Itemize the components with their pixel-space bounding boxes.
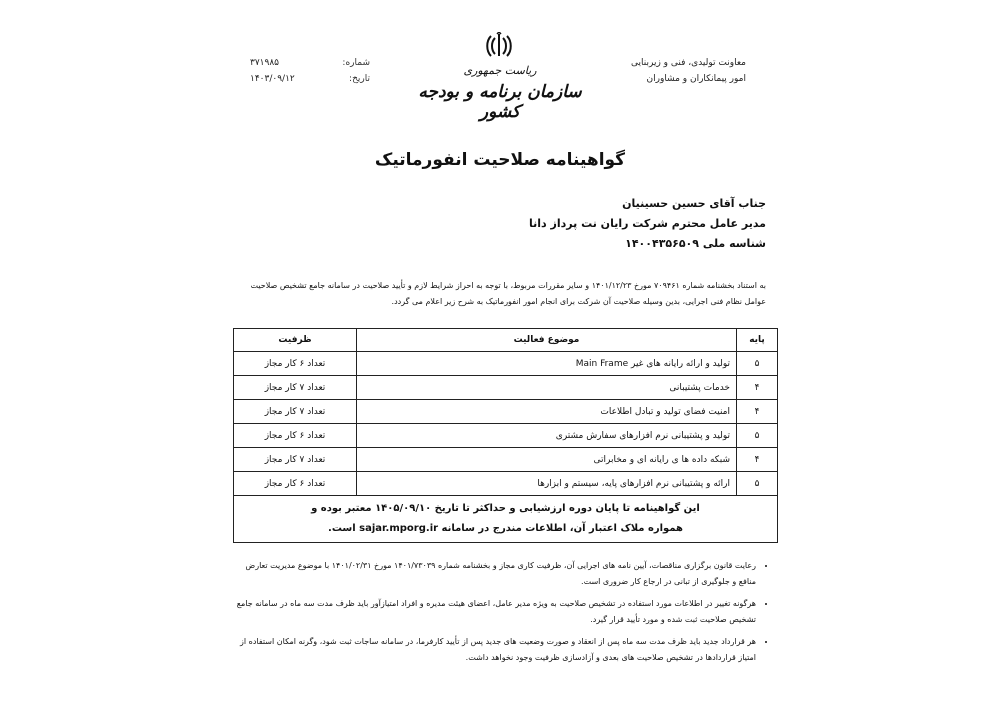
intro-paragraph: به استناد بخشنامه شماره ۷۰۹۴۶۱ مورخ ۱۴۰۱/۱۲/۲۳ و سایر مقررات مربوط، با توجه به احراز شرایط لازم و تأیید صلاحیت در سامانه جامع تشخیص صلاحیت عوامل نظام فنی اجرایی، بدین وسیله صلاحیت آن شرکت برای انجام امور انفورماتیک به شرح زیر اعلام می گردد.	[250, 281, 766, 306]
note-item: • هر قرارداد جدید باید ظرف مدت سه ماه پس از انعقاد و صورت وضعیت های جدید پس از تأیید کارفرما، در سامانه ساجات ثبت شود، وگرنه امکان استفاده از امتیاز قراردادها در تشخیص صلاحیت های بعدی و آزادسازی ظرفیت وجود نخواهد داشت.	[236, 634, 756, 666]
recipient-block	[430, 194, 766, 254]
row-activity: شبکه داده ها ی رایانه ای و مخابراتی	[357, 448, 737, 472]
letter-date-value: ۱۴۰۳/۰۹/۱۲	[250, 74, 295, 84]
deputy-line-2: امور پیمانکاران و مشاوران	[646, 74, 746, 84]
validity-line-1: این گواهینامه تا پایان دوره ارزشیابی و حداکثر تا تاریخ ۱۴۰۵/۰۹/۱۰ معتبر بوده و	[311, 503, 700, 514]
table-row	[234, 400, 778, 424]
row-level: ۴	[737, 448, 778, 472]
row-activity: امنیت فضای تولید و تبادل اطلاعات	[357, 400, 737, 424]
letter-date-row	[250, 71, 370, 87]
letter-date-label: تاریخ:	[349, 74, 370, 84]
letter-meta	[250, 55, 370, 87]
row-capacity: تعداد ۶ کار مجاز	[234, 424, 357, 448]
recipient-name: جناب آقای حسین حسینیان	[622, 197, 766, 210]
notes-section	[236, 558, 770, 672]
table-header-row	[234, 329, 778, 352]
letter-number-value: ۳۷۱۹۸۵	[250, 58, 280, 68]
certificate-title: گواهینامه صلاحیت انفورماتیک	[374, 150, 626, 170]
note-item: • هرگونه تغییر در اطلاعات مورد استفاده در تشخیص صلاحیت به ویژه مدیر عامل، اعضای هیئت مدیره و افراد امتیازآور باید ظرف مدت سه ماه در سامانه جامع تشخیص صلاحیت ثبت شده و مورد تأیید قرار گیرد.	[236, 596, 756, 628]
row-level: ۴	[737, 400, 778, 424]
table-row	[234, 352, 778, 376]
row-level: ۵	[737, 352, 778, 376]
table-row	[234, 448, 778, 472]
deputy-line-1: معاونت تولیدی، فنی و زیربنایی	[631, 58, 746, 68]
recipient-position: مدیر عامل محترم شرکت رایان نت پرداز دانا	[529, 217, 766, 230]
row-activity: تولید و ارائه رایانه های غیر Main Frame	[357, 352, 737, 376]
notes-list	[236, 558, 770, 666]
recipient-national-id: شناسه ملی ۱۴۰۰۴۳۵۶۵۰۹	[625, 237, 766, 250]
validity-line-2: همواره ملاک اعتبار آن، اطلاعات مندرج در سامانه sajar.mporg.ir است.	[328, 523, 683, 534]
header-level: پایه	[737, 329, 778, 352]
row-capacity: تعداد ۶ کار مجاز	[234, 472, 357, 496]
note-item: • رعایت قانون برگزاری مناقصات، آیین نامه های اجرایی آن، ظرفیت کاری مجاز و بخشنامه شماره ۱۴۰۱/۷۳۰۳۹ مورخ ۱۴۰۱/۰۲/۳۱ با موضوع مدیریت تعارض منافع و جلوگیری از تبانی در ارجاع کار ضروری است.	[236, 558, 756, 590]
row-capacity: تعداد ۶ کار مجاز	[234, 352, 357, 376]
row-activity: خدمات پشتیبانی	[357, 376, 737, 400]
row-level: ۵	[737, 472, 778, 496]
organization-name: سازمان برنامه و بودجه کشور	[418, 82, 582, 122]
row-activity: تولید و پشتیبانی نرم افزارهای سفارش مشتری	[357, 424, 737, 448]
row-level: ۵	[737, 424, 778, 448]
row-capacity: تعداد ۷ کار مجاز	[234, 448, 357, 472]
row-level: ۴	[737, 376, 778, 400]
presidency-label: ریاست جمهوری	[463, 64, 537, 77]
table-row	[234, 376, 778, 400]
validity-row	[234, 496, 778, 543]
header-activity: موضوع فعالیت	[357, 329, 737, 352]
row-capacity: تعداد ۷ کار مجاز	[234, 376, 357, 400]
deputy-block	[612, 55, 746, 87]
table-row	[234, 424, 778, 448]
validity-cell	[234, 496, 778, 543]
table-row	[234, 472, 778, 496]
letter-number-row	[250, 55, 370, 71]
letter-number-label: شماره:	[342, 58, 370, 68]
header-capacity: ظرفیت	[234, 329, 357, 352]
row-capacity: تعداد ۷ کار مجاز	[234, 400, 357, 424]
qualification-table	[233, 328, 778, 543]
row-activity: ارائه و پشتیبانی نرم افزارهای پایه، سیستم و ابزارها	[357, 472, 737, 496]
iran-emblem-icon	[483, 32, 515, 60]
